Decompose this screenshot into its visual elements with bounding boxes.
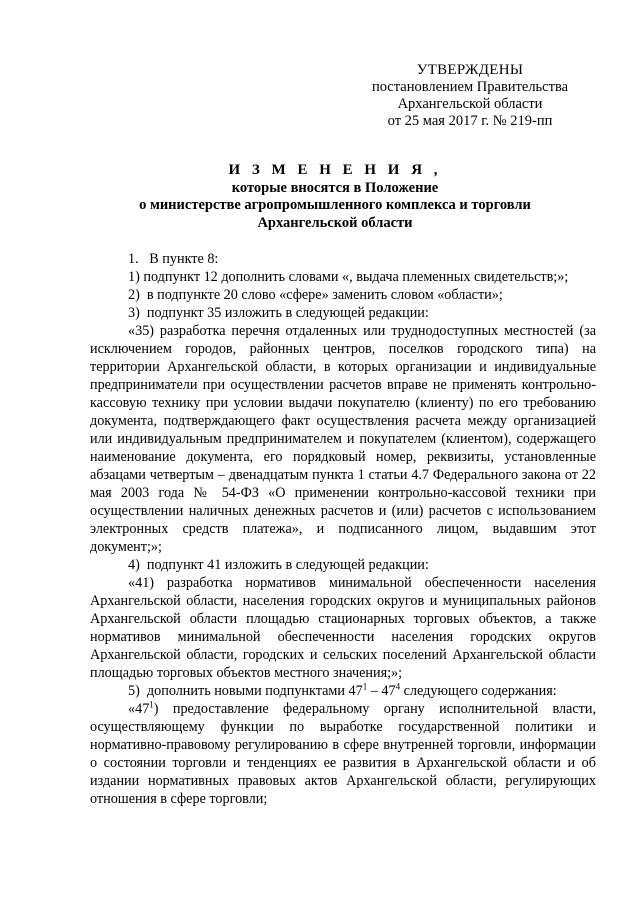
heading-line: о министерстве агропромышленного комплекса и торговли [139,197,531,213]
paragraph-subitem-4: 4) подпункт 41 изложить в следующей редакции: [128,557,429,573]
paragraph-item-1: 1. В пункте 8: [128,251,219,267]
superscript: 1 [149,699,154,710]
superscript: 1 [362,681,368,692]
paragraph-quote-35: «35) разработка перечня отдаленных или труднодоступных местностей (за исключением городов, районных центров, поселков городского типа) на территории Архангельской области, в которых организации и индивидуальные предприниматели при осуществлении расчетов вправе не применять контрольно-кассовую технику при условии выдачи покупателю (клиенту) по его требованию документа, подтверждающего факт осуществления расчета между организацией или индивидуальным предпринимателем и покупателем (клиентом), содержащего наименование документа, его порядковый номер, реквизиты, установленные абзацами четвертым – двенадцатым пункта 1 статьи 4.7 Федерального закона от 22 мая 2003 года № 54-ФЗ «О применении контрольно-кассовой техники при осуществлении наличных денежных расчетов и (или) расчетов с использованием электронных средств платежа», и подписанного лицом, выдавшим этот документ;»; [90,323,596,555]
text-fragment: «47 [128,701,150,717]
document-body [90,250,596,808]
approval-title: УТВЕРЖДЕНЫ [416,62,524,78]
paragraph-subitem-2: 2) в подпункте 20 слово «сфере» заменить словом «области»; [128,287,503,303]
approval-block [370,62,570,130]
heading-line: Архангельской области [257,214,413,231]
paragraph-subitem-1: 1) подпункт 12 дополнить словами «, выдача племенных свидетельств;»; [128,269,569,285]
text-fragment: – 47 [367,683,396,699]
text-fragment: следующего содержания: [400,683,557,699]
approval-line: Архангельской области [397,96,543,112]
approval-line: постановлением Правительства [371,79,569,95]
heading-main: И З М Е Н Е Н И Я , [228,162,442,178]
text-fragment: ) предоставление федеральному органу исполнительной власти, осуществляющему функции по выработке государственной политики и нормативно-правовому регулированию в сфере внутренней торговли, информации о состоянии торговли и тенденциях ее развития в Архангельской области и об издании нормативных правовых актов Архангельской области, регулирующих отношения в сфере торговли; [90,701,596,807]
paragraph-quote-47-1 [90,700,596,808]
document-heading [80,162,590,232]
superscript: 4 [395,681,401,692]
paragraph-subitem-3: 3) подпункт 35 изложить в следующей редакции: [128,305,429,321]
heading-line: которые вносятся в Положение [231,179,439,196]
approval-date: от 25 мая 2017 г. № 219-пп [387,113,553,129]
paragraph-subitem-5 [90,682,596,700]
text-fragment: 5) дополнить новыми подпунктами 47 [128,683,363,699]
paragraph-quote-41: «41) разработка нормативов минимальной обеспеченности населения Архангельской области, населения городских округов и муниципальных районов Архангельской области площадью стационарных торговых объектов, а также нормативов минимальной обеспеченности населения городских округов Архангельской области, городских и сельских поселений Архангельской области площадью торговых объектов местного значения;»; [90,575,596,681]
